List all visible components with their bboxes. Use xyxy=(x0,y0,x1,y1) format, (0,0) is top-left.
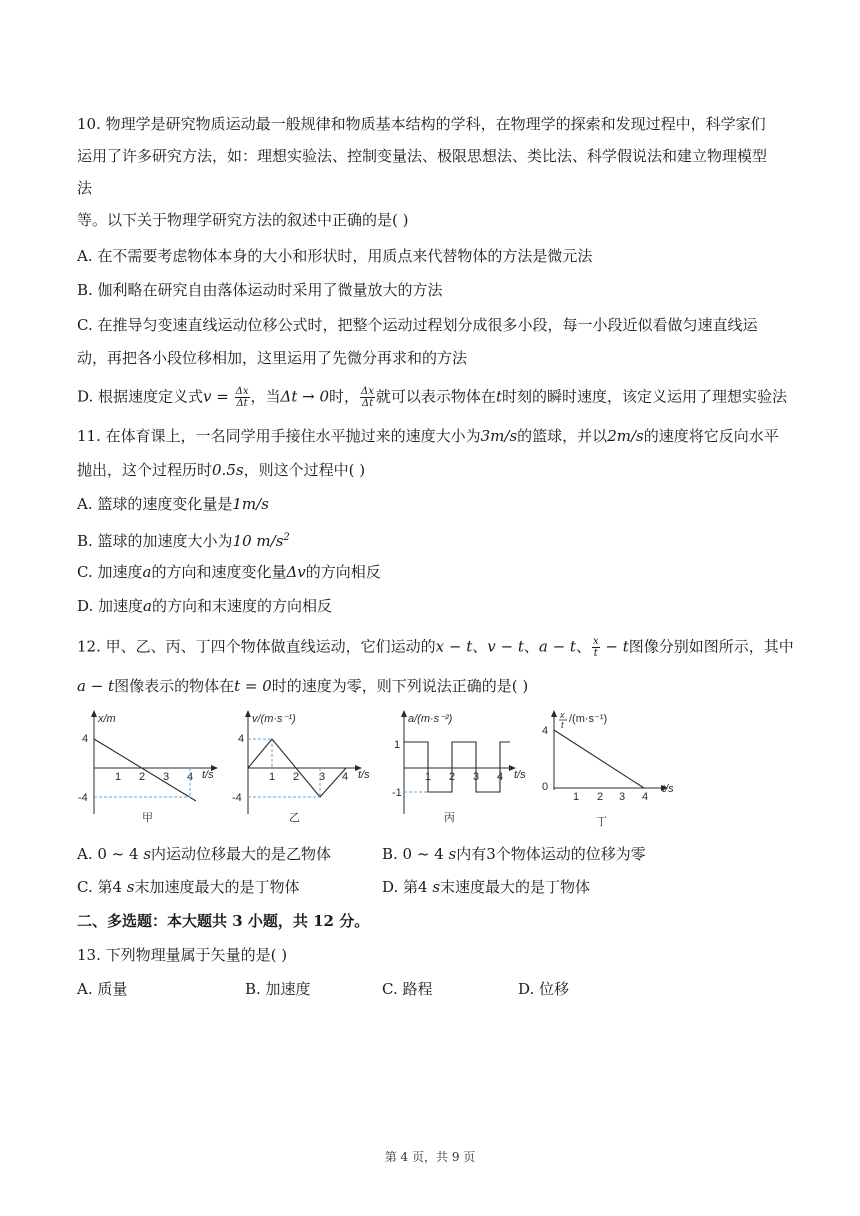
x-tick-4: 4 xyxy=(187,771,194,783)
q11-option-d xyxy=(77,596,332,616)
y-tick-bottom: -1 xyxy=(392,787,402,799)
y-axis-arrow xyxy=(401,710,407,717)
text: 的方向和末速度的方向相反 xyxy=(151,597,332,615)
text: 图像表示的物体在 xyxy=(114,677,235,695)
text: 内有3个物体运动的位移为零 xyxy=(456,845,646,863)
q12-stem-line1 xyxy=(77,636,794,659)
q13-option-b: B. 加速度 xyxy=(245,980,311,998)
text: D. 第4 xyxy=(382,878,433,896)
y-axis-arrow xyxy=(551,710,557,717)
q10-option-a: A. 在不需要考虑物体本身的大小和形状时，用质点来代替物体的方法是微元法 xyxy=(77,247,593,265)
q12-stem-line2 xyxy=(77,676,528,696)
fraction-denominator: t xyxy=(593,648,598,659)
fraction-dx-dt-2 xyxy=(360,386,375,409)
y-axis-label: x/m xyxy=(98,713,116,725)
x-tick-1: 1 xyxy=(573,791,580,803)
text: B. 0 ~ 4 xyxy=(382,845,449,863)
text: 时， xyxy=(329,387,360,406)
math-vt: v − t xyxy=(487,637,524,656)
x-axis-label: t/s xyxy=(358,769,370,781)
math-speed-in: 3m/s xyxy=(480,427,518,445)
graph-caption: 丙 xyxy=(444,811,455,824)
fraction-numerator: Δx xyxy=(361,386,374,397)
x-tick-4: 4 xyxy=(642,791,649,803)
math-a: a xyxy=(142,563,152,581)
q13-option-c: C. 路程 xyxy=(382,980,433,998)
q10-stem-line2: 运用了许多研究方法，如：理想实验法、控制变量法、极限思想法、类比法、科学假说法和建立物理模型 xyxy=(77,147,768,165)
fraction-denominator: Δt xyxy=(361,398,374,409)
math-s: s xyxy=(448,845,457,863)
text: C. 第4 xyxy=(77,878,127,896)
q10-option-b: B. 伽利略在研究自由落体运动时采用了微量放大的方法 xyxy=(77,281,443,299)
text: 末加速度最大的是丁物体 xyxy=(134,878,300,896)
y-axis-label-denominator: t xyxy=(561,720,564,730)
y-axis-arrow xyxy=(245,710,251,717)
text: D. 加速度 xyxy=(77,597,144,615)
fraction-numerator: Δx xyxy=(235,386,249,397)
math-limit: Δt → 0 xyxy=(280,387,330,406)
y-axis-arrow xyxy=(91,710,97,717)
math-t0: t = 0 xyxy=(234,677,272,695)
q12-option-a xyxy=(77,844,331,864)
text: ，则这个过程中( ) xyxy=(243,461,366,479)
q10-option-c-line2: 动，再把各小段位移相加，这里运用了先微分再求和的方法 xyxy=(77,349,468,367)
fraction-numerator: x xyxy=(592,636,599,647)
text: 抛出，这个过程历时 xyxy=(77,461,213,479)
text: 末速度最大的是丁物体 xyxy=(440,878,591,896)
y-tick-top: 1 xyxy=(394,739,401,751)
q10-stem-line3: 法 xyxy=(77,179,93,197)
text: 11. 在体育课上，一名同学用手接住水平抛过来的速度大小为 xyxy=(77,427,481,445)
graph-line xyxy=(94,739,196,801)
graph-bing xyxy=(390,706,540,826)
y-tick-bottom: -4 xyxy=(232,792,242,804)
q10-option-d xyxy=(77,386,787,409)
q10-stem-line4: 等。以下关于物理学研究方法的叙述中正确的是( ) xyxy=(77,211,409,229)
section-title: 二、多选题：本大题共 3 小题，共 12 分。 xyxy=(77,912,370,930)
equals: = xyxy=(211,387,234,406)
y-tick-top: 4 xyxy=(82,733,89,745)
graph-line xyxy=(554,730,644,788)
text: A. 0 ~ 4 xyxy=(77,845,144,863)
text: 就可以表示物体在 xyxy=(375,387,496,406)
x-tick-2: 2 xyxy=(293,771,300,783)
graph-caption: 甲 xyxy=(142,811,153,824)
math-value: 1m/s xyxy=(232,495,269,513)
math-t: t xyxy=(495,387,502,406)
x-tick-3: 3 xyxy=(619,791,626,803)
q12-option-d xyxy=(382,877,590,897)
text: 12. 甲、乙、丙、丁四个物体做直线运动，它们运动的 xyxy=(77,637,436,656)
text: 的方向相反 xyxy=(305,563,381,581)
text: C. 加速度 xyxy=(77,563,143,581)
page-footer: 第 4 页，共 9 页 xyxy=(384,1150,476,1164)
fraction-dx-dt xyxy=(235,386,250,409)
sep: 、 xyxy=(472,637,488,656)
q11-option-b xyxy=(77,528,290,551)
x-tick-1: 1 xyxy=(269,771,276,783)
q13-option-d: D. 位移 xyxy=(518,980,570,998)
math-s: s xyxy=(143,845,152,863)
q12-option-b xyxy=(382,844,646,864)
text: ，当 xyxy=(250,387,281,406)
q11-option-c xyxy=(77,562,381,582)
math-dv: Δv xyxy=(286,563,306,581)
q13-stem: 13. 下列物理量属于矢量的是( ) xyxy=(77,946,288,964)
graph-jia xyxy=(80,706,230,826)
x-tick-3: 3 xyxy=(473,771,480,783)
x-tick-2: 2 xyxy=(597,791,604,803)
math-speed-out: 2m/s xyxy=(607,427,644,445)
text: 的篮球，并以 xyxy=(517,427,608,445)
text: 图像分别如图所示，其中 xyxy=(628,637,794,656)
graph-line xyxy=(404,742,510,792)
math-at: a − t xyxy=(77,677,115,695)
text: 时的速度为零，则下列说法正确的是( ) xyxy=(271,677,529,695)
q12-option-c xyxy=(77,877,300,897)
text: 的方向和速度变化量 xyxy=(151,563,287,581)
q11-stem-line1 xyxy=(77,426,779,446)
math-v: v xyxy=(203,387,212,406)
q11-stem-line2 xyxy=(77,460,365,480)
text: D. 根据速度定义式 xyxy=(77,387,204,406)
math-xt: x − t xyxy=(435,637,473,656)
x-tick-3: 3 xyxy=(319,771,326,783)
graph-caption: 乙 xyxy=(289,811,300,824)
x-tick-4: 4 xyxy=(497,771,504,783)
x-tick-3: 3 xyxy=(163,771,170,783)
fraction-x-t xyxy=(592,636,600,659)
math-minus-t: − t xyxy=(600,637,629,656)
x-tick-1: 1 xyxy=(115,771,122,783)
graph-caption: 丁 xyxy=(596,815,607,828)
sep: 、 xyxy=(523,637,539,656)
math-at: a − t xyxy=(538,637,576,656)
fraction-denominator: Δt xyxy=(236,398,248,409)
text: B. 篮球的加速度大小为 xyxy=(77,532,233,550)
text: 内运动位移最大的是乙物体 xyxy=(151,845,332,863)
q10-option-c-line1: C. 在推导匀变速直线运动位移公式时，把整个运动过程划分成很多小段，每一小段近似看做匀速直线运 xyxy=(77,316,758,334)
math-s: s xyxy=(126,878,135,896)
q11-option-a xyxy=(77,494,269,514)
graph-ding xyxy=(538,706,688,826)
y-tick-top: 4 xyxy=(238,733,245,745)
text: A. 篮球的速度变化量是 xyxy=(77,495,233,513)
math-value: 10 m/s xyxy=(232,532,284,550)
x-tick-4: 4 xyxy=(342,771,349,783)
math-a: a xyxy=(143,597,152,615)
origin-label: 0 xyxy=(542,781,549,793)
text: 的速度将它反向水平 xyxy=(643,427,779,445)
y-axis-label: a/(m·s⁻²) xyxy=(408,713,453,725)
x-tick-2: 2 xyxy=(139,771,146,783)
q10-stem-line1: 10. 物理学是研究物质运动最一般规律和物质基本结构的学科，在物理学的探索和发现过程中，科学家们 xyxy=(77,115,766,133)
y-axis-label-numerator: x xyxy=(560,710,565,720)
math-exponent: 2 xyxy=(283,532,290,543)
y-axis-label: v/(m·s⁻¹) xyxy=(252,713,296,725)
y-tick-top: 4 xyxy=(542,725,549,737)
x-axis-label: t/s xyxy=(202,769,214,781)
math-s: s xyxy=(432,878,441,896)
y-tick-bottom: -4 xyxy=(78,792,88,804)
x-axis-label: t/s xyxy=(662,783,674,795)
x-tick-1: 1 xyxy=(425,771,432,783)
q13-option-a: A. 质量 xyxy=(77,980,128,998)
y-axis-label-unit: /(m·s⁻¹) xyxy=(569,713,608,725)
sep: 、 xyxy=(575,637,591,656)
x-tick-2: 2 xyxy=(449,771,456,783)
x-axis-label: t/s xyxy=(514,769,526,781)
text: 时刻的瞬时速度，该定义运用了理想实验法 xyxy=(501,387,787,406)
math-time: 0.5s xyxy=(212,461,244,479)
graph-yi xyxy=(232,706,382,826)
